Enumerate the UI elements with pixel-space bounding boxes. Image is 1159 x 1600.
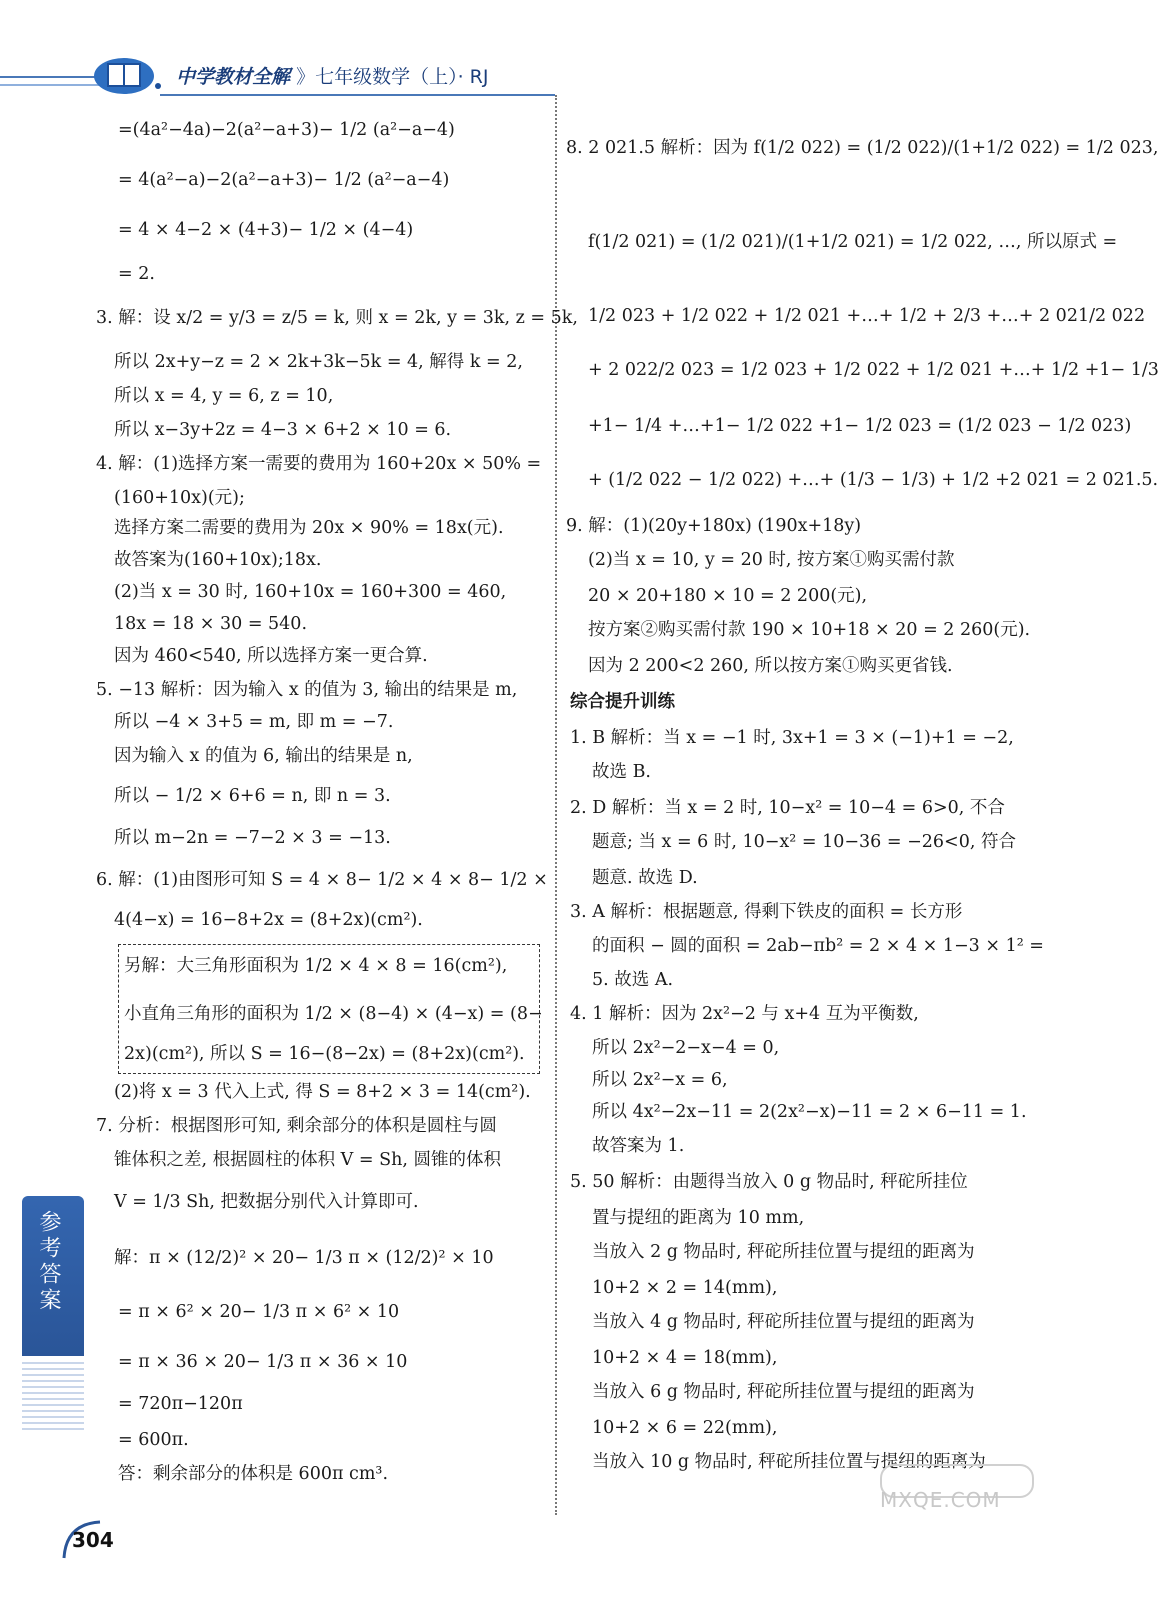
text-line: 5. −13 解析：因为输入 x 的值为 3, 输出的结果是 m, [96,680,518,700]
text-line: 的面积 − 圆的面积 = 2ab−πb² = 2 × 4 × 1−3 × 1² = [592,936,1044,956]
text-line: 所以 2x+y−z = 2 × 2k+3k−5k = 4, 解得 k = 2, [114,352,523,372]
text-line: 所以 x = 4, y = 6, z = 10, [114,386,334,406]
text-line: = 720π−120π [118,1394,243,1414]
text-line: 另解：大三角形面积为 1/2 × 4 × 8 = 16(cm²), [124,956,508,976]
text-line: 3. A 解析：根据题意, 得剩下铁皮的面积 = 长方形 [570,902,963,922]
text-line: 5. 故选 A. [592,970,674,990]
text-line: =(4a²−4a)−2(a²−a+3)− 1/2 (a²−a−4) [118,120,455,140]
page-header [0,0,560,112]
text-line: 5. 50 解析：由题得当放入 0 g 物品时, 秤砣所挂位 [570,1172,968,1192]
book-logo-icon [88,52,166,100]
text-line: 10+2 × 4 = 18(mm), [592,1348,778,1368]
text-line: 6. 解：(1)由图形可知 S = 4 × 8− 1/2 × 4 × 8− 1/2 × [96,870,548,890]
side-tab-label: 参考答案 [36,1210,61,1314]
text-line: = 4 × 4−2 × (4+3)− 1/2 × (4−4) [118,220,414,240]
book-title: 中学教材全解 [176,66,291,88]
text-line: 3. 解：设 x/2 = y/3 = z/5 = k, 则 x = 2k, y = 3k, z = 5k, [96,308,578,328]
text-line: 4(4−x) = 16−8+2x = (8+2x)(cm²). [114,910,423,930]
text-line: 选择方案二需要的费用为 20x × 90% = 18x(元). [114,518,504,538]
text-line: 故答案为 1. [592,1136,685,1156]
text-line: 2x)(cm²), 所以 S = 16−(8−2x) = (8+2x)(cm²). [124,1044,525,1064]
page-number: 304 [72,1528,114,1552]
text-line: 所以 x−3y+2z = 4−3 × 6+2 × 10 = 6. [114,420,452,440]
text-line: = 2. [118,264,155,284]
text-line: (2)当 x = 10, y = 20 时, 按方案①购买需付款 [588,550,955,570]
text-line: 故答案为(160+10x);18x. [114,550,322,570]
text-line: +1− 1/4 +…+1− 1/2 022 +1− 1/2 023 = (1/2 023 − 1/2 023) [588,416,1132,436]
text-line: = 600π. [118,1430,189,1450]
text-line: 当放入 4 g 物品时, 秤砣所挂位置与提纽的距离为 [592,1312,975,1332]
text-line: 答：剩余部分的体积是 600π cm³. [118,1464,389,1484]
side-tab-pattern [22,1360,84,1430]
text-line: 7. 分析：根据图形可知, 剩余部分的体积是圆柱与圆 [96,1116,497,1136]
text-line: 置与提纽的距离为 10 mm, [592,1208,805,1228]
text-line: (160+10x)(元); [114,488,245,508]
text-line: = π × 36 × 20− 1/3 π × 36 × 10 [118,1352,408,1372]
text-line: 因为输入 x 的值为 6, 输出的结果是 n, [114,746,413,766]
header-rule [160,94,555,96]
text-line: + (1/2 022 − 1/2 022) +…+ (1/3 − 1/3) + 1/2 +2 021 = 2 021.5. [588,470,1159,490]
text-line: 所以 − 1/2 × 6+6 = n, 即 n = 3. [114,786,391,806]
text-line: 当放入 10 g 物品时, 秤砣所挂位置与提纽的距离为 [592,1452,986,1472]
text-line: 10+2 × 2 = 14(mm), [592,1278,778,1298]
text-line: + 2 022/2 023 = 1/2 023 + 1/2 022 + 1/2 021 +…+ 1/2 +1− 1/3 [588,360,1159,380]
text-line: 20 × 20+180 × 10 = 2 200(元), [588,586,868,606]
text-line: 题意. 故选 D. [592,868,698,888]
text-line: 因为 2 200<2 260, 所以按方案①购买更省钱. [588,656,953,676]
text-line: 所以 4x²−2x−11 = 2(2x²−x)−11 = 2 × 6−11 = 1. [592,1102,1027,1122]
section-heading: 综合提升训练 [570,692,675,712]
text-line: (2)当 x = 30 时, 160+10x = 160+300 = 460, [114,582,507,602]
text-line: 4. 解：(1)选择方案一需要的费用为 160+20x × 50% = [96,454,542,474]
text-line: 解：π × (12/2)² × 20− 1/3 π × (12/2)² × 10 [114,1248,494,1268]
text-line: 2. D 解析：当 x = 2 时, 10−x² = 10−4 = 6>0, 不合 [570,798,1005,818]
text-line: 题意; 当 x = 6 时, 10−x² = 10−36 = −26<0, 符合 [592,832,1016,852]
text-line: 当放入 2 g 物品时, 秤砣所挂位置与提纽的距离为 [592,1242,975,1262]
text-line: 1. B 解析：当 x = −1 时, 3x+1 = 3 × (−1)+1 = −2, [570,728,1014,748]
watermark-text: MXQE.COM [880,1488,1001,1512]
text-line: 1/2 023 + 1/2 022 + 1/2 021 +…+ 1/2 + 2/3 +…+ 2 021/2 022 [588,306,1146,326]
text-line: 4. 1 解析：因为 2x²−2 与 x+4 互为平衡数, [570,1004,919,1024]
text-line: 所以 −4 × 3+5 = m, 即 m = −7. [114,712,394,732]
text-line: = π × 6² × 20− 1/3 π × 6² × 10 [118,1302,400,1322]
text-line: 10+2 × 6 = 22(mm), [592,1418,778,1438]
text-line: 所以 2x²−2−x−4 = 0, [592,1038,780,1058]
text-line: f(1/2 021) = (1/2 021)/(1+1/2 021) = 1/2 022, …, 所以原式 = [588,232,1118,252]
text-line: (2)将 x = 3 代入上式, 得 S = 8+2 × 3 = 14(cm²). [114,1082,531,1102]
text-line: 按方案②购买需付款 190 × 10+18 × 20 = 2 260(元). [588,620,1031,640]
header-title [176,62,488,89]
text-line: 故选 B. [592,762,651,782]
text-line: 9. 解：(1)(20y+180x) (190x+18y) [566,516,862,536]
book-subtitle: 》七年级数学（上）· RJ [296,66,489,88]
text-line: 小直角三角形的面积为 1/2 × (8−4) × (4−x) = (8− [124,1004,543,1024]
text-line: 8. 2 021.5 解析：因为 f(1/2 022) = (1/2 022)/(1+1/2 022) = 1/2 023, [566,138,1159,158]
text-line: 当放入 6 g 物品时, 秤砣所挂位置与提纽的距离为 [592,1382,975,1402]
text-line: = 4(a²−a)−2(a²−a+3)− 1/2 (a²−a−4) [118,170,450,190]
text-line: V = 1/3 Sh, 把数据分别代入计算即可. [114,1192,419,1212]
text-line: 锥体积之差, 根据圆柱的体积 V = Sh, 圆锥的体积 [114,1150,501,1170]
text-line: 所以 m−2n = −7−2 × 3 = −13. [114,828,391,848]
text-line: 因为 460<540, 所以选择方案一更合算. [114,646,428,666]
text-line: 18x = 18 × 30 = 540. [114,614,308,634]
text-line: 所以 2x²−x = 6, [592,1070,728,1090]
